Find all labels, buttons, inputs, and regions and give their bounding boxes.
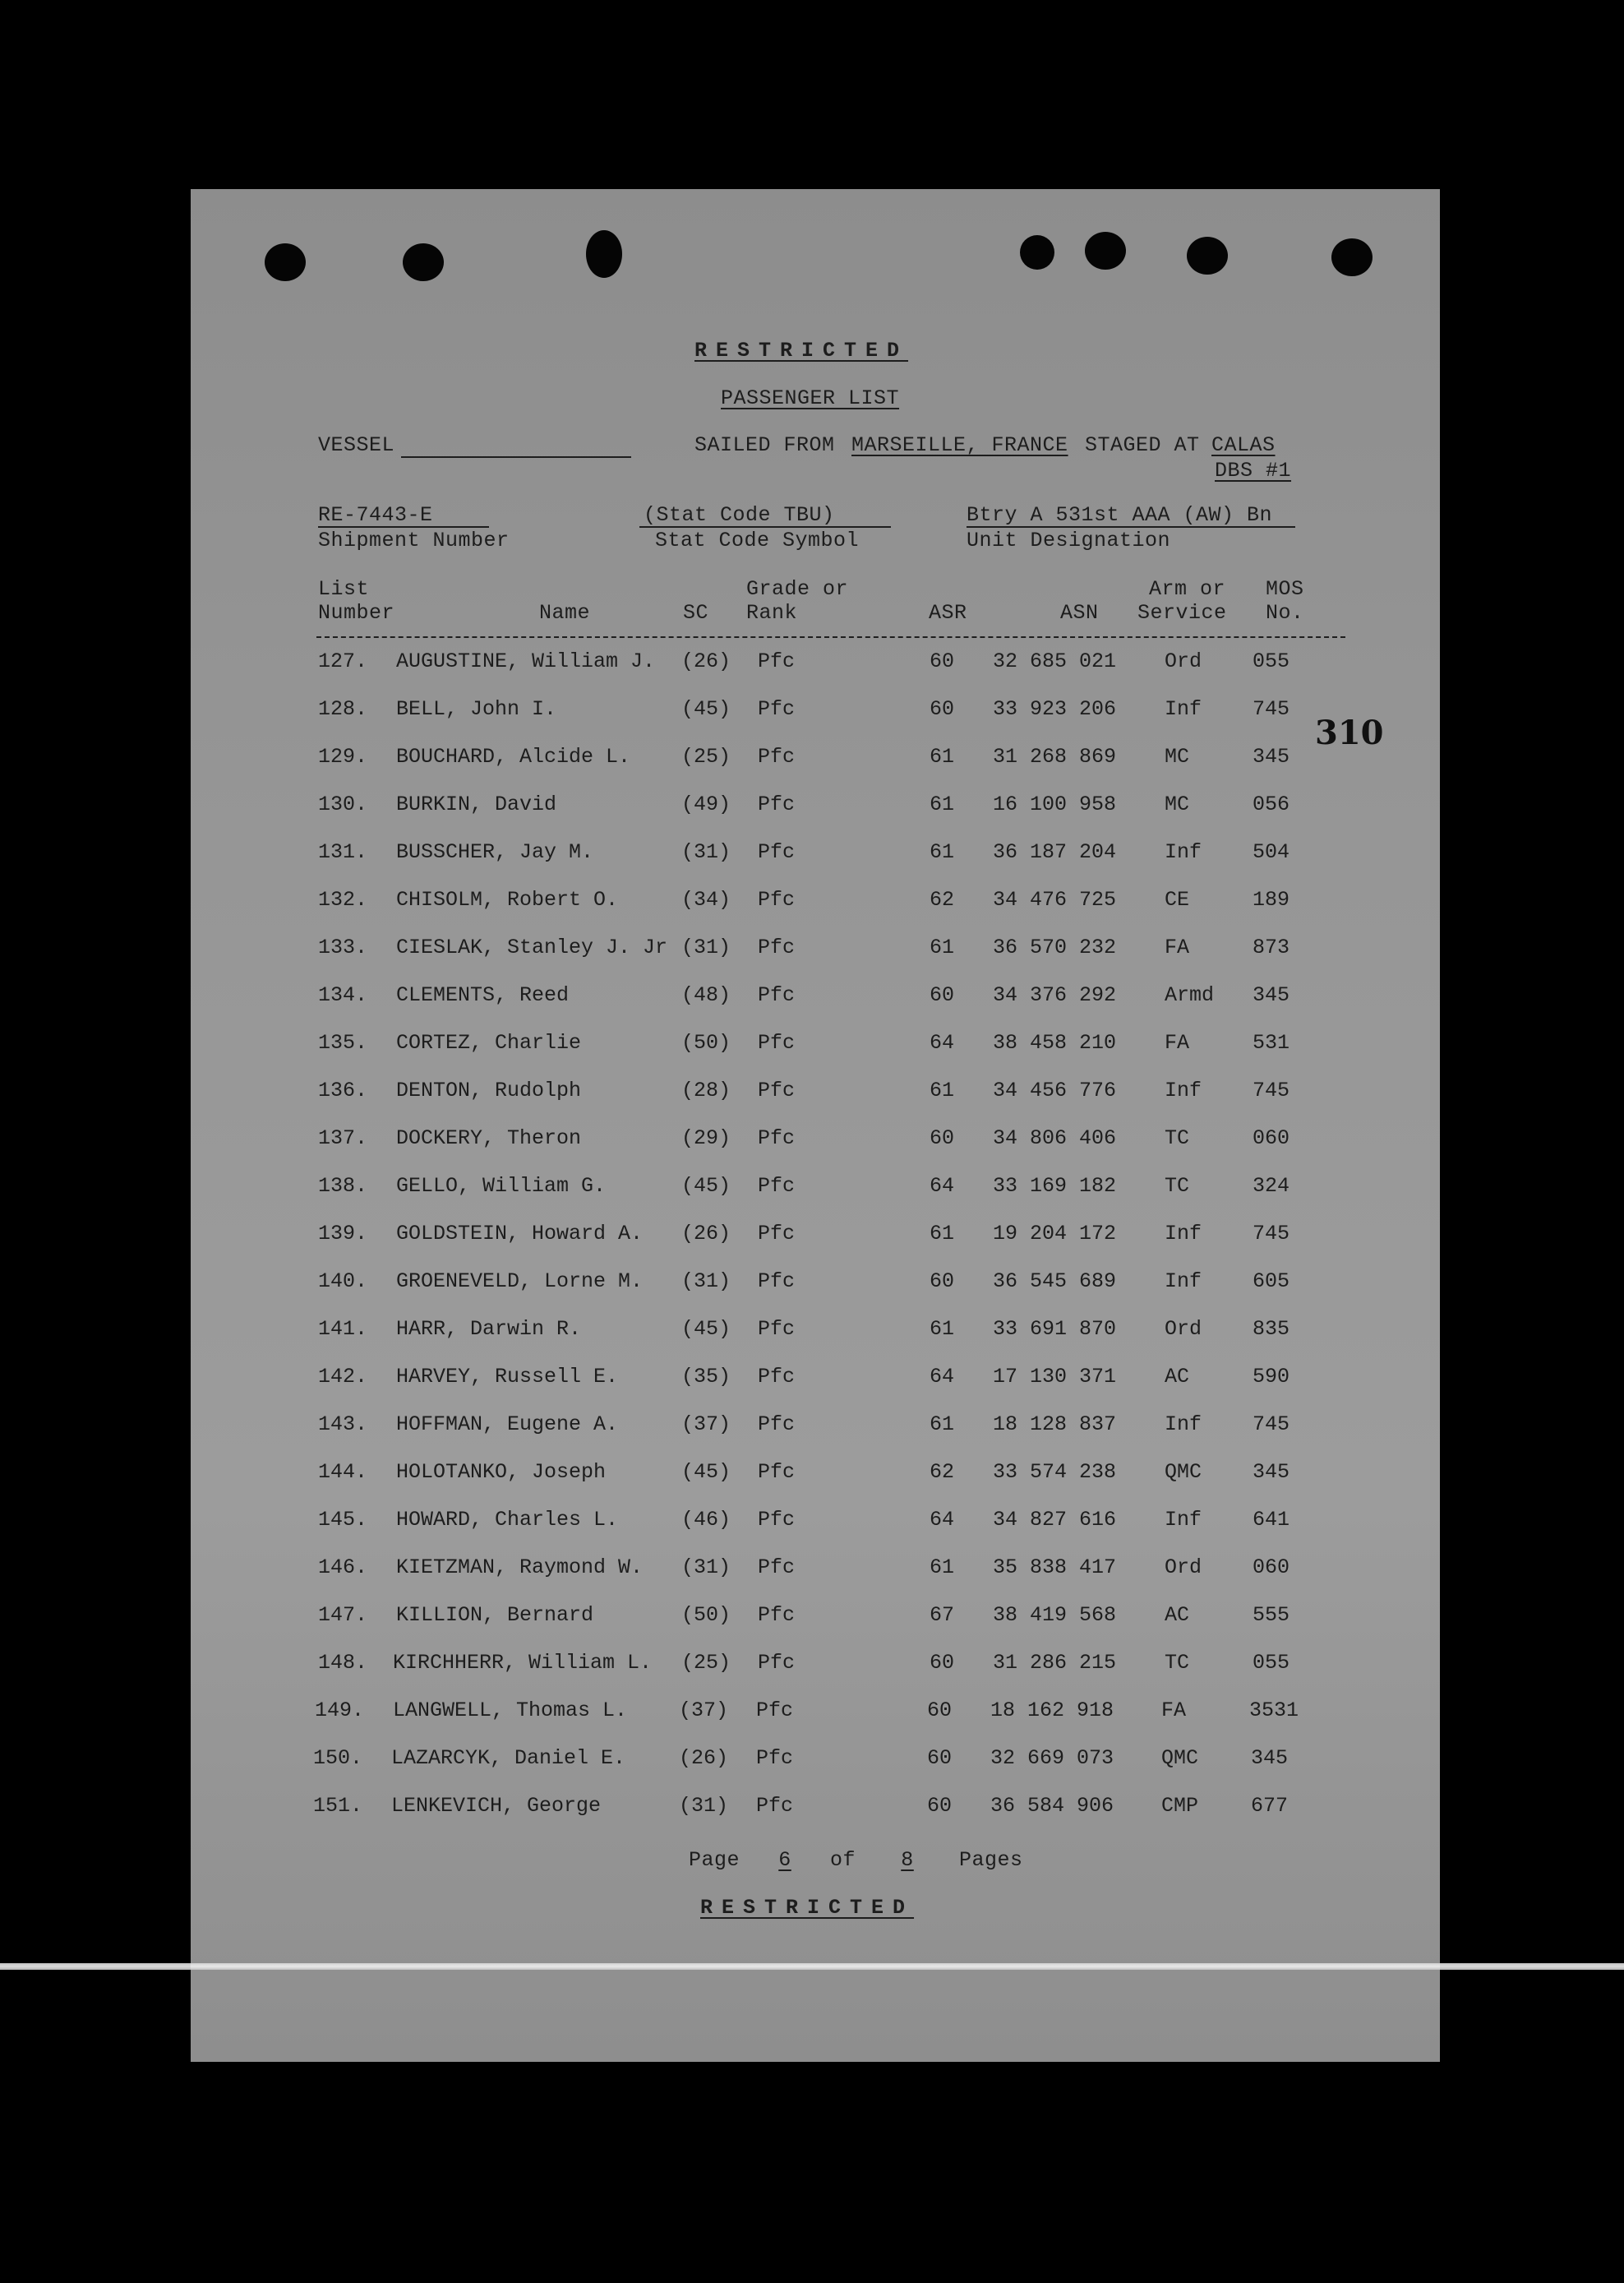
cell-number: 127.: [318, 649, 368, 673]
col-header-grade: [746, 577, 848, 625]
passenger-list-title: PASSENGER LIST: [721, 386, 900, 410]
cell-asr: 60: [930, 697, 955, 721]
col-header-asr: ASR: [929, 601, 967, 625]
cell-asr: 60: [927, 1794, 953, 1818]
punch-hole: [403, 243, 444, 281]
punch-hole: [265, 243, 306, 281]
cell-number: 130.: [318, 793, 368, 816]
cell-asn: 18 162 918: [990, 1698, 1114, 1722]
cell-asr: 61: [930, 1412, 955, 1436]
unit-designation-line: [967, 526, 1295, 528]
cell-name: DENTON, Rudolph: [396, 1079, 582, 1102]
cell-grade: Pfc: [758, 1365, 796, 1389]
cell-sc: (26): [681, 1222, 731, 1245]
cell-mos: 504: [1253, 840, 1290, 864]
total-pages: 8: [901, 1848, 914, 1872]
table-row: [0, 1269, 1624, 1302]
cell-arm: QMC: [1165, 1460, 1202, 1484]
table-row: [0, 1746, 1624, 1779]
cell-asr: 61: [930, 1079, 955, 1102]
cell-asn: 38 419 568: [993, 1603, 1117, 1627]
cell-name: GELLO, William G.: [396, 1174, 607, 1198]
table-row: [0, 1460, 1624, 1493]
cell-sc: (35): [681, 1365, 731, 1389]
cell-sc: (28): [681, 1079, 731, 1102]
cell-grade: Pfc: [758, 1222, 796, 1245]
cell-arm: Ord: [1165, 1317, 1202, 1341]
stat-code-label: Stat Code Symbol: [655, 529, 860, 552]
cell-mos: 873: [1253, 936, 1290, 959]
cell-asn: 36 545 689: [993, 1269, 1117, 1293]
col-header-arm-line1: Arm or: [1149, 577, 1226, 601]
table-row: [0, 1508, 1624, 1541]
page-counter: [689, 1848, 1023, 1873]
table-row: [0, 1794, 1624, 1827]
cell-asr: 62: [930, 1460, 955, 1484]
cell-asn: 36 584 906: [990, 1794, 1114, 1818]
restricted-footer: RESTRICTED: [700, 1896, 915, 1920]
cell-asr: 67: [930, 1603, 955, 1627]
punch-hole: [1085, 232, 1126, 270]
cell-sc: (31): [679, 1794, 729, 1818]
cell-name: GOLDSTEIN, Howard A.: [396, 1222, 644, 1245]
col-header-mos-line1: MOS: [1266, 577, 1304, 601]
cell-name: KIRCHHERR, William L.: [393, 1651, 653, 1675]
cell-grade: Pfc: [758, 1603, 796, 1627]
cell-asn: 36 187 204: [993, 840, 1117, 864]
cell-asr: 64: [930, 1365, 955, 1389]
cell-sc: (31): [681, 840, 731, 864]
cell-asn: 34 476 725: [993, 888, 1117, 912]
cell-name: KILLION, Bernard: [396, 1603, 594, 1627]
cell-number: 135.: [318, 1031, 368, 1055]
col-header-asn: ASN: [1060, 601, 1099, 625]
cell-asn: 35 838 417: [993, 1555, 1117, 1579]
cell-name: BURKIN, David: [396, 793, 557, 816]
cell-asn: 34 806 406: [993, 1126, 1117, 1150]
cell-mos: 345: [1253, 983, 1290, 1007]
cell-arm: Inf: [1165, 1508, 1202, 1532]
table-row: [0, 1317, 1624, 1350]
unit-designation-value: Btry A 531st AAA (AW) Bn: [967, 503, 1273, 527]
table-row: [0, 1412, 1624, 1445]
cell-asr: 61: [930, 840, 955, 864]
cell-grade: Pfc: [758, 1079, 796, 1102]
cell-name: CORTEZ, Charlie: [396, 1031, 582, 1055]
cell-grade: Pfc: [758, 936, 796, 959]
table-row: [0, 1174, 1624, 1207]
cell-number: 129.: [318, 745, 368, 769]
cell-number: 145.: [318, 1508, 368, 1532]
cell-sc: (25): [681, 745, 731, 769]
table-row: [0, 1651, 1624, 1684]
cell-name: KIETZMAN, Raymond W.: [396, 1555, 644, 1579]
page-label: Page: [689, 1848, 740, 1872]
cell-number: 138.: [318, 1174, 368, 1198]
header-rule: [316, 636, 1345, 638]
cell-sc: (31): [681, 1555, 731, 1579]
cell-number: 149.: [315, 1698, 365, 1722]
cell-asn: 32 669 073: [990, 1746, 1114, 1770]
cell-mos: 060: [1253, 1555, 1290, 1579]
col-header-sc: SC: [683, 601, 709, 625]
cell-grade: Pfc: [758, 793, 796, 816]
cell-asr: 61: [930, 745, 955, 769]
cell-asn: 33 169 182: [993, 1174, 1117, 1198]
cell-asr: 60: [930, 1651, 955, 1675]
cell-arm: AC: [1165, 1365, 1190, 1389]
cell-asn: 18 128 837: [993, 1412, 1117, 1436]
cell-sc: (48): [681, 983, 731, 1007]
shipment-number-value: RE-7443-E: [318, 503, 433, 527]
cell-number: 147.: [318, 1603, 368, 1627]
cell-mos: 055: [1253, 1651, 1290, 1675]
cell-mos: 677: [1251, 1794, 1289, 1818]
cell-arm: TC: [1165, 1651, 1190, 1675]
cell-asn: 33 574 238: [993, 1460, 1117, 1484]
shipment-number-label: Shipment Number: [318, 529, 510, 552]
cell-mos: 055: [1253, 649, 1290, 673]
cell-number: 133.: [318, 936, 368, 959]
cell-name: GROENEVELD, Lorne M.: [396, 1269, 644, 1293]
cell-name: CHISOLM, Robert O.: [396, 888, 619, 912]
cell-number: 132.: [318, 888, 368, 912]
col-header-mos-line2: No.: [1266, 601, 1304, 625]
cell-arm: Ord: [1165, 1555, 1202, 1579]
table-row: [0, 1126, 1624, 1159]
cell-asn: 33 923 206: [993, 697, 1117, 721]
cell-mos: 745: [1253, 1079, 1290, 1102]
punch-hole: [1331, 238, 1373, 276]
cell-grade: Pfc: [758, 983, 796, 1007]
cell-sc: (37): [679, 1698, 729, 1722]
cell-arm: FA: [1165, 1031, 1190, 1055]
cell-mos: 345: [1253, 1460, 1290, 1484]
cell-mos: 345: [1253, 745, 1290, 769]
cell-number: 141.: [318, 1317, 368, 1341]
table-row: [0, 1365, 1624, 1398]
punch-hole: [586, 230, 622, 278]
cell-grade: Pfc: [758, 649, 796, 673]
cell-sc: (31): [681, 936, 731, 959]
table-row: [0, 1698, 1624, 1731]
cell-mos: 745: [1253, 1222, 1290, 1245]
cell-grade: Pfc: [758, 697, 796, 721]
cell-name: HOWARD, Charles L.: [396, 1508, 619, 1532]
cell-arm: TC: [1165, 1126, 1190, 1150]
cell-arm: FA: [1161, 1698, 1187, 1722]
staged-at-label: STAGED AT: [1085, 433, 1200, 457]
cell-number: 142.: [318, 1365, 368, 1389]
cell-mos: 590: [1253, 1365, 1290, 1389]
cell-arm: Inf: [1165, 1222, 1202, 1245]
cell-asn: 33 691 870: [993, 1317, 1117, 1341]
cell-asr: 60: [927, 1746, 953, 1770]
cell-asn: 17 130 371: [993, 1365, 1117, 1389]
cell-grade: Pfc: [758, 1508, 796, 1532]
cell-name: LANGWELL, Thomas L.: [393, 1698, 628, 1722]
cell-asr: 61: [930, 936, 955, 959]
cell-grade: Pfc: [758, 1651, 796, 1675]
cell-arm: MC: [1165, 793, 1190, 816]
cell-asr: 61: [930, 1555, 955, 1579]
cell-sc: (26): [681, 649, 731, 673]
cell-arm: MC: [1165, 745, 1190, 769]
cell-number: 139.: [318, 1222, 368, 1245]
cell-mos: 605: [1253, 1269, 1290, 1293]
col-header-list-number: [318, 577, 394, 625]
cell-name: BELL, John I.: [396, 697, 557, 721]
sailed-from-label: SAILED FROM: [694, 433, 835, 457]
cell-asr: 64: [930, 1031, 955, 1055]
page-stamp-number: 310: [1315, 714, 1384, 752]
cell-sc: (37): [681, 1412, 731, 1436]
cell-number: 150.: [313, 1746, 363, 1770]
cell-arm: CMP: [1161, 1794, 1199, 1818]
cell-sc: (26): [679, 1746, 729, 1770]
col-header-grade-line1: Grade or: [746, 577, 849, 601]
vessel-blank-line: [401, 456, 631, 458]
cell-asn: 34 456 776: [993, 1079, 1117, 1102]
cell-arm: Inf: [1165, 1269, 1202, 1293]
cell-asn: 31 286 215: [993, 1651, 1117, 1675]
cell-mos: 745: [1253, 697, 1290, 721]
cell-sc: (49): [681, 793, 731, 816]
cell-sc: (31): [681, 1269, 731, 1293]
cell-arm: Armd: [1165, 983, 1215, 1007]
cell-grade: Pfc: [758, 1412, 796, 1436]
cell-sc: (25): [681, 1651, 731, 1675]
cell-arm: TC: [1165, 1174, 1190, 1198]
vessel-label: VESSEL: [318, 433, 395, 457]
cell-asn: 34 376 292: [993, 983, 1117, 1007]
cell-grade: Pfc: [756, 1746, 794, 1770]
table-row: [0, 1555, 1624, 1588]
table-row: [0, 983, 1624, 1016]
stat-code-line: [639, 526, 891, 528]
cell-asr: 61: [930, 1222, 955, 1245]
cell-asr: 61: [930, 1317, 955, 1341]
restricted-heading: RESTRICTED: [694, 339, 909, 363]
table-row: [0, 793, 1624, 825]
col-header-arm-line2: Service: [1137, 601, 1227, 625]
cell-arm: Inf: [1165, 1412, 1202, 1436]
cell-sc: (46): [681, 1508, 731, 1532]
staged-at-value-2: DBS #1: [1215, 459, 1292, 483]
cell-grade: Pfc: [758, 1174, 796, 1198]
col-header-list-number-line2: Number: [318, 601, 395, 625]
cell-arm: QMC: [1161, 1746, 1199, 1770]
col-header-grade-line2: Rank: [746, 601, 798, 625]
cell-number: 146.: [318, 1555, 368, 1579]
cell-arm: Inf: [1165, 697, 1202, 721]
cell-arm: Inf: [1165, 840, 1202, 864]
cell-asn: 34 827 616: [993, 1508, 1117, 1532]
staged-at-value-1: CALAS: [1211, 433, 1276, 457]
cell-mos: 056: [1253, 793, 1290, 816]
table-row: [0, 649, 1624, 682]
cell-number: 148.: [318, 1651, 368, 1675]
cell-number: 136.: [318, 1079, 368, 1102]
cell-mos: 3531: [1249, 1698, 1299, 1722]
cell-arm: Ord: [1165, 649, 1202, 673]
cell-grade: Pfc: [758, 1555, 796, 1579]
cell-grade: Pfc: [758, 1126, 796, 1150]
cell-number: 143.: [318, 1412, 368, 1436]
table-row: [0, 697, 1624, 730]
cell-grade: Pfc: [756, 1698, 794, 1722]
cell-asn: 36 570 232: [993, 936, 1117, 959]
cell-name: HARR, Darwin R.: [396, 1317, 582, 1341]
cell-name: CLEMENTS, Reed: [396, 983, 570, 1007]
cell-grade: Pfc: [756, 1794, 794, 1818]
cell-mos: 531: [1253, 1031, 1290, 1055]
cell-mos: 555: [1253, 1603, 1290, 1627]
col-header-name: Name: [539, 601, 591, 625]
cell-mos: 641: [1253, 1508, 1290, 1532]
cell-asr: 60: [927, 1698, 953, 1722]
of-label: of: [830, 1848, 856, 1872]
cell-mos: 324: [1253, 1174, 1290, 1198]
cell-name: HARVEY, Russell E.: [396, 1365, 619, 1389]
cell-asn: 19 204 172: [993, 1222, 1117, 1245]
table-row: [0, 1222, 1624, 1255]
cell-sc: (45): [681, 1317, 731, 1341]
scan-artifact-line: [0, 1963, 1624, 1970]
table-row: [0, 936, 1624, 968]
cell-mos: 345: [1251, 1746, 1289, 1770]
col-header-arm: [1137, 577, 1227, 625]
unit-designation-label: Unit Designation: [967, 529, 1171, 552]
cell-asr: 61: [930, 793, 955, 816]
cell-asr: 64: [930, 1508, 955, 1532]
table-row: [0, 1031, 1624, 1064]
cell-sc: (29): [681, 1126, 731, 1150]
cell-name: LENKEVICH, George: [391, 1794, 602, 1818]
cell-name: BOUCHARD, Alcide L.: [396, 745, 631, 769]
cell-number: 137.: [318, 1126, 368, 1150]
cell-sc: (50): [681, 1031, 731, 1055]
cell-asr: 62: [930, 888, 955, 912]
cell-asn: 31 268 869: [993, 745, 1117, 769]
shipment-number-line: [318, 526, 489, 528]
cell-asr: 60: [930, 1269, 955, 1293]
cell-number: 144.: [318, 1460, 368, 1484]
punch-hole: [1020, 235, 1054, 270]
col-header-mos: [1266, 577, 1304, 625]
cell-grade: Pfc: [758, 1031, 796, 1055]
cell-name: LAZARCYK, Daniel E.: [391, 1746, 626, 1770]
cell-number: 140.: [318, 1269, 368, 1293]
table-row: [0, 840, 1624, 873]
sailed-from-value: MARSEILLE, FRANCE: [851, 433, 1068, 457]
cell-asn: 38 458 210: [993, 1031, 1117, 1055]
cell-sc: (45): [681, 1174, 731, 1198]
cell-sc: (50): [681, 1603, 731, 1627]
cell-asr: 60: [930, 649, 955, 673]
cell-mos: 745: [1253, 1412, 1290, 1436]
cell-sc: (45): [681, 1460, 731, 1484]
stat-code-value: (Stat Code TBU): [644, 503, 835, 527]
cell-asr: 64: [930, 1174, 955, 1198]
cell-asn: 32 685 021: [993, 649, 1117, 673]
cell-grade: Pfc: [758, 840, 796, 864]
cell-name: HOLOTANKO, Joseph: [396, 1460, 607, 1484]
cell-asn: 16 100 958: [993, 793, 1117, 816]
cell-grade: Pfc: [758, 1317, 796, 1341]
cell-number: 151.: [313, 1794, 363, 1818]
cell-grade: Pfc: [758, 1269, 796, 1293]
cell-arm: AC: [1165, 1603, 1190, 1627]
cell-arm: Inf: [1165, 1079, 1202, 1102]
cell-grade: Pfc: [758, 1460, 796, 1484]
cell-name: HOFFMAN, Eugene A.: [396, 1412, 619, 1436]
cell-sc: (34): [681, 888, 731, 912]
table-row: [0, 1603, 1624, 1636]
cell-mos: 189: [1253, 888, 1290, 912]
cell-grade: Pfc: [758, 745, 796, 769]
cell-asr: 60: [930, 983, 955, 1007]
cell-number: 134.: [318, 983, 368, 1007]
cell-mos: 060: [1253, 1126, 1290, 1150]
cell-asr: 60: [930, 1126, 955, 1150]
cell-mos: 835: [1253, 1317, 1290, 1341]
table-row: [0, 1079, 1624, 1111]
cell-grade: Pfc: [758, 888, 796, 912]
cell-arm: CE: [1165, 888, 1190, 912]
cell-name: DOCKERY, Theron: [396, 1126, 582, 1150]
punch-hole: [1187, 237, 1228, 275]
col-header-list-number-line1: List: [318, 577, 370, 601]
cell-number: 128.: [318, 697, 368, 721]
table-row: [0, 745, 1624, 778]
cell-arm: FA: [1165, 936, 1190, 959]
cell-name: CIESLAK, Stanley J. Jr: [396, 936, 668, 959]
cell-sc: (45): [681, 697, 731, 721]
cell-name: BUSSCHER, Jay M.: [396, 840, 594, 864]
page-number: 6: [778, 1848, 791, 1872]
cell-number: 131.: [318, 840, 368, 864]
table-row: [0, 888, 1624, 921]
pages-label: Pages: [959, 1848, 1023, 1872]
cell-name: AUGUSTINE, William J.: [396, 649, 656, 673]
